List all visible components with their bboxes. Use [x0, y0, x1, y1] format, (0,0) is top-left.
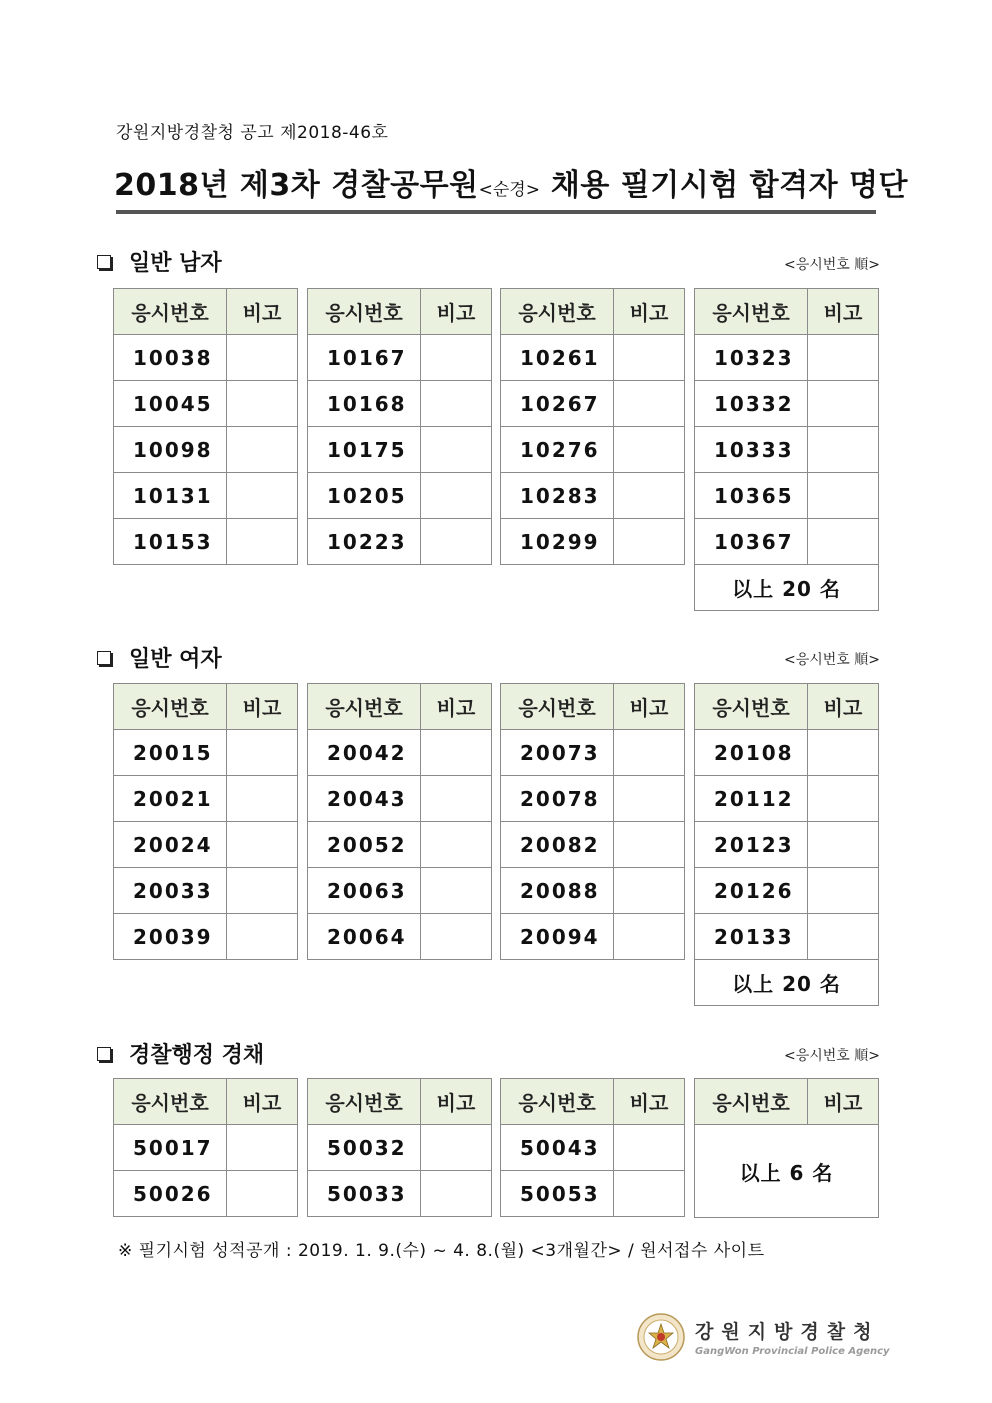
applicant-number: 10045 — [114, 381, 227, 427]
checkbox-icon — [97, 651, 111, 665]
note-cell — [421, 519, 492, 565]
applicant-number: 10167 — [308, 335, 421, 381]
table-row — [695, 776, 879, 822]
table-row — [308, 473, 492, 519]
column-header-number: 응시번호 — [308, 1079, 421, 1125]
notice-number: 강원지방경찰청 공고 제2018-46호 — [116, 123, 389, 143]
note-cell — [808, 519, 879, 565]
note-cell — [421, 730, 492, 776]
total-count: 以上 20 名 — [695, 565, 879, 611]
table-row — [114, 868, 298, 914]
note-cell — [614, 776, 685, 822]
applicant-table — [307, 288, 492, 565]
applicant-number: 20064 — [308, 914, 421, 960]
applicant-number: 20015 — [114, 730, 227, 776]
column-header-note: 비고 — [614, 289, 685, 335]
note-cell — [227, 473, 298, 519]
note-cell — [614, 1125, 685, 1171]
table-row — [114, 914, 298, 960]
applicant-number: 20043 — [308, 776, 421, 822]
note-cell — [808, 381, 879, 427]
note-cell — [614, 381, 685, 427]
table-row — [308, 335, 492, 381]
table-row — [501, 868, 685, 914]
note-cell — [808, 914, 879, 960]
note-cell — [614, 730, 685, 776]
applicant-number: 10175 — [308, 427, 421, 473]
table-row — [695, 381, 879, 427]
applicant-number: 50053 — [501, 1171, 614, 1217]
table-row — [308, 1171, 492, 1217]
table-row — [114, 730, 298, 776]
applicant-number: 50017 — [114, 1125, 227, 1171]
checkbox-icon — [97, 1047, 111, 1061]
table-row — [695, 473, 879, 519]
applicant-number: 50032 — [308, 1125, 421, 1171]
total-count: 以上 6 名 — [695, 1125, 879, 1218]
table-row — [308, 381, 492, 427]
applicant-number: 10299 — [501, 519, 614, 565]
applicant-number: 10333 — [695, 427, 808, 473]
column-header-number: 응시번호 — [114, 289, 227, 335]
table-row — [308, 914, 492, 960]
note-cell — [421, 473, 492, 519]
column-header-note: 비고 — [808, 289, 879, 335]
section-title: 일반 여자 — [129, 647, 222, 672]
applicant-number: 10038 — [114, 335, 227, 381]
column-header-number: 응시번호 — [501, 684, 614, 730]
agency-name-korean: 강원지방경찰청 — [695, 1321, 880, 1343]
note-cell — [614, 822, 685, 868]
column-header-note: 비고 — [227, 289, 298, 335]
table-row — [695, 822, 879, 868]
applicant-number: 20033 — [114, 868, 227, 914]
applicant-number: 50026 — [114, 1171, 227, 1217]
applicant-table — [694, 288, 879, 611]
table-row — [695, 914, 879, 960]
table-row — [114, 519, 298, 565]
applicant-number: 10223 — [308, 519, 421, 565]
applicant-number: 20052 — [308, 822, 421, 868]
table-row — [308, 776, 492, 822]
applicant-number: 10323 — [695, 335, 808, 381]
note-cell — [227, 822, 298, 868]
applicant-number: 10131 — [114, 473, 227, 519]
note-cell — [421, 427, 492, 473]
column-header-note: 비고 — [808, 684, 879, 730]
table-row — [114, 381, 298, 427]
table-row — [114, 822, 298, 868]
note-cell — [421, 1125, 492, 1171]
column-header-note: 비고 — [421, 684, 492, 730]
applicant-table — [113, 288, 298, 565]
applicant-number: 10332 — [695, 381, 808, 427]
column-header-number: 응시번호 — [501, 1079, 614, 1125]
table-row — [501, 335, 685, 381]
applicant-number: 20042 — [308, 730, 421, 776]
table-row — [501, 1171, 685, 1217]
note-cell — [227, 730, 298, 776]
applicant-number: 10367 — [695, 519, 808, 565]
table-row — [308, 868, 492, 914]
table-row — [114, 1125, 298, 1171]
applicant-table — [500, 683, 685, 960]
police-seal-icon — [637, 1313, 685, 1361]
applicant-number: 10276 — [501, 427, 614, 473]
note-cell — [614, 427, 685, 473]
note-cell — [227, 868, 298, 914]
applicant-table — [307, 683, 492, 960]
note-cell — [227, 427, 298, 473]
checkbox-icon — [97, 255, 111, 269]
table-row — [695, 730, 879, 776]
note-cell — [808, 473, 879, 519]
column-header-note: 비고 — [227, 1079, 298, 1125]
column-header-note: 비고 — [421, 1079, 492, 1125]
applicant-table — [500, 1078, 685, 1217]
note-cell — [614, 473, 685, 519]
note-cell — [227, 914, 298, 960]
applicant-number: 20073 — [501, 730, 614, 776]
table-row — [501, 914, 685, 960]
applicant-number: 20112 — [695, 776, 808, 822]
applicant-number: 20133 — [695, 914, 808, 960]
note-cell — [227, 1171, 298, 1217]
note-cell — [421, 868, 492, 914]
table-row — [501, 730, 685, 776]
section-heading-admin — [97, 1038, 264, 1069]
note-cell — [421, 914, 492, 960]
applicant-number: 10261 — [501, 335, 614, 381]
agency-name-english: GangWon Provincial Police Agency — [695, 1346, 890, 1357]
column-header-note: 비고 — [614, 684, 685, 730]
applicant-number: 10098 — [114, 427, 227, 473]
order-note: <응시번호 順> — [783, 652, 880, 668]
table-row — [501, 776, 685, 822]
note-cell — [614, 335, 685, 381]
note-cell — [227, 1125, 298, 1171]
table-row — [308, 1125, 492, 1171]
note-cell — [614, 1171, 685, 1217]
section-heading-male — [97, 246, 222, 277]
applicant-number: 50043 — [501, 1125, 614, 1171]
column-header-number: 응시번호 — [308, 684, 421, 730]
column-header-note: 비고 — [421, 289, 492, 335]
table-row — [308, 730, 492, 776]
note-cell — [227, 381, 298, 427]
note-cell — [421, 335, 492, 381]
applicant-number: 10168 — [308, 381, 421, 427]
column-header-number: 응시번호 — [114, 684, 227, 730]
note-cell — [227, 335, 298, 381]
note-cell — [227, 519, 298, 565]
column-header-number: 응시번호 — [501, 289, 614, 335]
applicant-table — [500, 288, 685, 565]
table-row — [308, 822, 492, 868]
note-cell — [614, 868, 685, 914]
column-header-number: 응시번호 — [308, 289, 421, 335]
note-cell — [421, 776, 492, 822]
table-row — [695, 335, 879, 381]
table-row — [501, 822, 685, 868]
applicant-number: 20021 — [114, 776, 227, 822]
order-note: <응시번호 順> — [783, 1048, 880, 1064]
table-row — [114, 427, 298, 473]
applicant-number: 20039 — [114, 914, 227, 960]
applicant-number: 20088 — [501, 868, 614, 914]
table-row — [695, 868, 879, 914]
applicant-table — [113, 1078, 298, 1217]
table-row — [501, 1125, 685, 1171]
table-row — [501, 427, 685, 473]
applicant-number: 10267 — [501, 381, 614, 427]
applicant-number: 20108 — [695, 730, 808, 776]
column-header-number: 응시번호 — [114, 1079, 227, 1125]
note-cell — [227, 776, 298, 822]
note-cell — [614, 519, 685, 565]
table-row — [501, 519, 685, 565]
order-note: <응시번호 順> — [783, 257, 880, 273]
title-sub: <순경> — [478, 180, 540, 200]
table-row — [114, 776, 298, 822]
note-cell — [808, 868, 879, 914]
agency-logo — [637, 1313, 890, 1361]
footnote: ※ 필기시험 성적공개 : 2019. 1. 9.(수) ~ 4. 8.(월) <3개월간> / 원서접수 사이트 — [118, 1241, 765, 1261]
applicant-number: 20024 — [114, 822, 227, 868]
applicant-number: 10205 — [308, 473, 421, 519]
column-header-note: 비고 — [227, 684, 298, 730]
table-row — [114, 473, 298, 519]
applicant-number: 10153 — [114, 519, 227, 565]
note-cell — [421, 381, 492, 427]
section-title: 경찰행정 경채 — [129, 1043, 265, 1068]
note-cell — [808, 776, 879, 822]
column-header-note: 비고 — [614, 1079, 685, 1125]
title-main: 2018년 제3차 경찰공무원 — [114, 168, 479, 203]
table-row — [308, 427, 492, 473]
table-row — [501, 473, 685, 519]
applicant-number: 10365 — [695, 473, 808, 519]
applicant-number: 10283 — [501, 473, 614, 519]
title-rest: 채용 필기시험 합격자 명단 — [539, 168, 909, 203]
note-cell — [808, 822, 879, 868]
applicant-table — [307, 1078, 492, 1217]
applicant-number: 50033 — [308, 1171, 421, 1217]
applicant-table — [694, 1078, 879, 1218]
applicant-table — [113, 683, 298, 960]
note-cell — [421, 1171, 492, 1217]
note-cell — [421, 822, 492, 868]
column-header-number: 응시번호 — [695, 1079, 808, 1125]
table-row — [114, 1171, 298, 1217]
table-row — [114, 335, 298, 381]
section-title: 일반 남자 — [129, 251, 222, 276]
column-header-number: 응시번호 — [695, 684, 808, 730]
table-row — [501, 381, 685, 427]
applicant-number: 20082 — [501, 822, 614, 868]
page-title — [114, 160, 908, 204]
column-header-number: 응시번호 — [695, 289, 808, 335]
applicant-number: 20123 — [695, 822, 808, 868]
applicant-table — [694, 683, 879, 1006]
table-row — [695, 427, 879, 473]
title-underline — [116, 210, 876, 214]
applicant-number: 20078 — [501, 776, 614, 822]
table-row — [695, 519, 879, 565]
note-cell — [808, 730, 879, 776]
column-header-note: 비고 — [808, 1079, 879, 1125]
applicant-number: 20094 — [501, 914, 614, 960]
note-cell — [808, 427, 879, 473]
note-cell — [808, 335, 879, 381]
total-count: 以上 20 名 — [695, 960, 879, 1006]
note-cell — [614, 914, 685, 960]
applicant-number: 20063 — [308, 868, 421, 914]
section-heading-female — [97, 642, 222, 673]
applicant-number: 20126 — [695, 868, 808, 914]
table-row — [308, 519, 492, 565]
